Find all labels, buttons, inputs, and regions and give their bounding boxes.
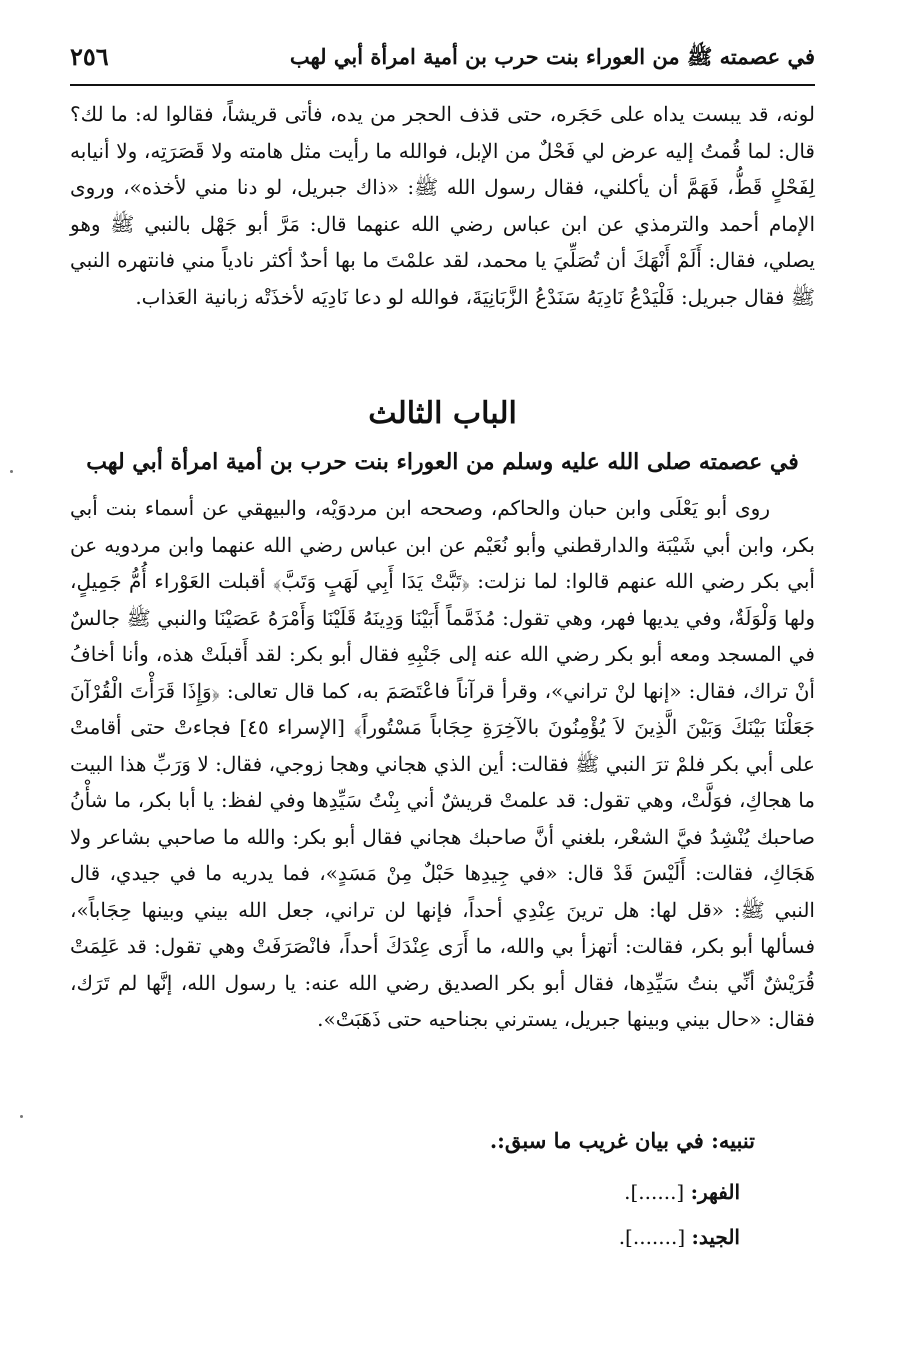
chapter-paragraph: روى أبو يَعْلَى وابن حبان والحاكم، وصححه ابن مردوَيْه، والبيهقي عن أسماء بنت أبي بكر، وابن أبي شَيْبَة والدارقطني وأبو نُعَيْم عن ابن عباس رضي الله عنهما وابن مردويه عن أبي بكر رضي الله عنهم قالوا: لما نزلت: ﴿تَبَّتْ يَدَا أَبِي لَهَبٍ وَتَبَّ﴾ أقبلت العَوْراء أُمُّ جَمِيلٍ، ولها وَلْوَلَةٌ، وفي يديها فهر، وهي تقول: مُذَمَّماً أَبَيْنَا وَدِينَهُ قَلَيْنَا وَأَمْرَهُ عَصَيْنَا والنبي ﷺ جالسٌ في المسجد ومعه أبو بكر رضي الله عنه إلى جَنْبِهِ فقال أبو بكر: لقد أَقبلَتْ هذه، وأنا أخافُ أنْ تراك، فقال: «إنها لنْ تراني»، وقرأ قرآناً فاعْتَصَمَ به، كما قال تعالى: ﴿وَإِذَا قَرَأْتَ الْقُرْآنَ جَعَلْنَا بَيْنَكَ وَبَيْنَ الَّذِينَ لاَ يُؤْمِنُونَ بالآخِرَةِ حِجَاباً مَسْتُوراً﴾ [الإسراء ٤٥] فجاءتْ حتى أقامتْ على أبي بكر فلمْ ترَ النبي ﷺ فقالت: أين الذي هجاني وهجا زوجي، فقال: لا وَرَبِّ هذا البيت ما هجاكِ، فوَلَّتْ، وهي تقول: قد علمتْ قريشٌ أني بِنْتُ سَيِّدِها وفي لفظ: يا أبا بكر، ما شأْنُ صاحبك يُنْشِدُ فيَّ الشعْر، بلغني أنَّ صاحبك هجاني فقال أبو بكر: والله ما صاحبي بشاعر ولا هَجَاكِ، فقالت: أَلَيْسَ قَدْ قال: «في جِيدِها حَبْلٌ مِنْ مَسَدٍ»، فما يدريه ما في جيدي، قال النبي ﷺ: «قل لها: هل ترينَ عِنْدِي أحداً، فإنها لن تراني، جعل الله بيني وبينها حِجَاباً»، فسألها أبو بكر، فقالت: أتهزأ بي والله، ما أَرَى عِنْدَكَ أحداً، فانْصَرَفَتْ وهي تقول: قد عَلِمَتْ قُرَيْشٌ أنِّي بنتُ سَيِّدِها، فقال أبو بكر الصديق رضي الله عنه: يا رسول الله، إنَّها لم تَرَك، فقال: «حال بيني وبينها جبريل، يسترني بجناحيه حتى ذَهَبَتْ». — [70, 496, 815, 1031]
definition-item — [619, 1225, 740, 1249]
definition-item — [624, 1180, 740, 1204]
page-number: ٢٥٦ — [70, 42, 109, 71]
chapter-title: الباب الثالث — [368, 396, 517, 431]
definition-value: [.......]. — [618, 1225, 686, 1249]
definition-term: الفهر: — [690, 1180, 740, 1204]
running-header — [70, 30, 815, 80]
note-heading: تنبيه: في بيان غريب ما سبق:. — [489, 1128, 755, 1153]
definition-value: [......]. — [624, 1180, 685, 1204]
chapter-subtitle: في عصمته صلى الله عليه وسلم من العوراء بنت حرب بن أمية امرأة أبي لهب — [86, 449, 799, 475]
running-header-title: في عصمته ﷺ من العوراء بنت حرب بن أمية امرأة أبي لهب — [289, 44, 815, 69]
definition-term: الجيد: — [691, 1225, 740, 1249]
scan-speck — [20, 1115, 23, 1118]
scan-speck — [10, 470, 13, 473]
continued-paragraph: لونه، قد يبست يداه على حَجَره، حتى قذف الحجر من يده، فأتى قريشاً، فقالوا له: ما لك؟ قال: لما قُمتُ إليه عرض لي فَحْلٌ من الإبل، فوالله ما رأيت مثل هامته ولا قَصَرَتِه، ولا أنيابه لِفَحْلٍ قَطُّ، فَهَمَّ أن يأكلني، فقال رسول الله ﷺ: «ذاك جبريل، لو دنا مني لأخذه»، وروى الإمام أحمد والترمذي عن ابن عباس رضي الله عنهما قال: مَرَّ أبو جَهْل بالنبي ﷺ وهو يصلي، فقال: أَلَمْ أَنْهَكَ أن تُصَلِّيَ يا محمد، لقد علمْتَ ما بها أحدٌ أكثر نادياً مني فانتهره النبي ﷺ فقال جبريل: فَلْيَدْعُ نَادِيَهُ سَنَدْعُ الزَّبَانِيَةَ، فوالله لو دعا نَادِيَه لأخذَتْه زبانية العَذاب. — [70, 102, 815, 309]
header-divider — [70, 84, 815, 86]
